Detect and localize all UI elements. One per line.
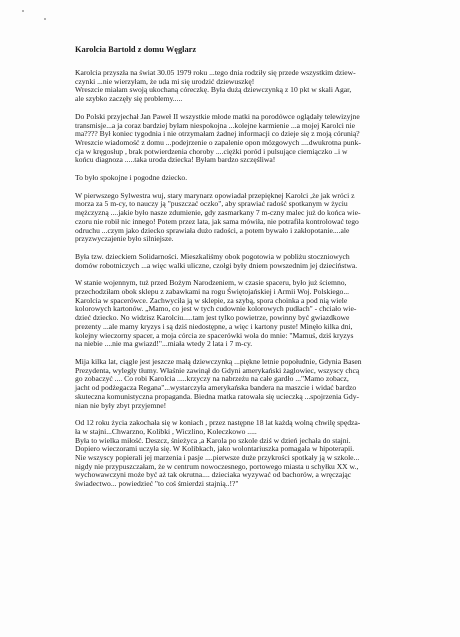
text-line: Karolcia w spacerówce. Zachwyciła ją w sklepie, za szybą, spora choinka a pod nią wiele — [75, 295, 348, 305]
text-line: ma???? Był koniec tygodnia i nie otrzymałam żadnej informacji co dzieje się z moją córunią? — [75, 129, 360, 139]
text-line: Od 12 roku życia zakochała się w koniach , przez następne 18 lat każdą wolną chwilę spędza- — [75, 418, 361, 428]
text-line: kolorowych kartonów. „Mamo, co jest w tych cudownie kolorowych pudłach" - chciało wie- — [75, 304, 357, 314]
document-title: Karolcia Bartold z domu Węglarz — [75, 45, 197, 54]
text-line: Prezydenta, wyległy tłumy. Właśnie zawinął do Gdyni amerykański żaglowiec, wszyscy chcą — [75, 365, 360, 375]
text-line: nigdy nie przypuszczałam, że w centrum nowoczesnego, portowego miasta u schyłku XX w., — [75, 461, 359, 471]
paragraph — [75, 192, 415, 244]
text-line: kolejny wieczorny spacer, a moja córcia ze spacerówki woła do mnie: "Mamuś, dziś kryzys — [75, 330, 354, 340]
paragraph — [75, 419, 415, 489]
text-line: To było spokojne i pogodne dziecko. — [75, 173, 188, 183]
text-line: czynki ...nie wierzyłam, że uda mi się urodzić dziewuszkę! — [75, 76, 255, 86]
paragraphs — [75, 69, 415, 489]
text-line: na niebie ....nie ma gwiazd!"...miała wtedy 2 lata i 7 m-cy. — [75, 339, 253, 349]
text-line: W pierwszego Sylwestra wuj, stary marynarz opowiadał przepięknej Karolci ,że jak wróci z — [75, 190, 355, 200]
text-line: Do Polski przyjechał Jan Paweł II wszystkie młode matki na porodówce oglądały telewizyjne — [75, 111, 360, 121]
text-line: Nie wszyscy popierali jej marzenia i pasje ....pierwsze duże przykrości spotkały ją w szkole... — [75, 453, 360, 463]
text-line: przyzwyczajenie było silniejsze. — [75, 234, 174, 244]
text-line: Dopiero wieczorami uczyła się. W Kolibkach, jako wolontariuszka pomagała w hipoterapii. — [75, 444, 355, 454]
text-line: końcu diagnoza .....taka uroda dziecka! Byłam bardzo szczęśliwa! — [75, 155, 276, 165]
text-line: domów robotniczych ...a więc walki uliczne, czołgi były dniem powszednim jej dzieciństwa. — [75, 260, 358, 270]
text-line: wychowawczyni może być aż tak okrutna.... dzieciaka wyzywać od bachorów, a wręczając — [75, 470, 352, 480]
text-line: mężczyzną ....jakie było nasze zdumienie, gdy zasmarkany 7 m-czny malec już do końca wie- — [75, 208, 361, 218]
text-line: świadectwo... powiedzieć "to coś śmierdzi stajnią..!?" — [75, 479, 239, 489]
paragraph — [75, 174, 415, 183]
text-line: Wreszcie miałam swoją ukochaną córeczkę. Była dużą dziewczynką z 10 pkt w skali Agar, — [75, 85, 352, 95]
text-line: Była to wielka miłość. Deszcz, śnieżyca ,a Karola po szkole dziś w dzień jechała do stajni. — [75, 435, 351, 445]
text-line: Mija kilka lat, ciągle jest jeszcze małą dziewczynką ...piękne letnie popołudnie, Gdynia Basen — [75, 356, 362, 366]
scan-speck — [22, 10, 24, 12]
text-line: Karolcia przyszła na świat 30.05 1979 roku ...tego dnia rodziły się przede wszystkim dziew- — [75, 68, 356, 77]
text-line: ale szybko zaczęły się problemy..... — [75, 94, 183, 104]
text-line: ła w stajni...Chwarzno, Kolibki , Wiczlino, Koleczkowo ..... — [75, 426, 257, 436]
document-body — [75, 44, 415, 498]
text-line: Była tzw. dzieckiem Solidarności. Mieszkaliśmy obok pogotowia w pobliżu stoczniowych — [75, 251, 350, 261]
paragraph — [75, 69, 415, 104]
text-line: odruchu ...czym jako dziecko sprawiała dużo radości, a potem bywało i zakłopotanie....ale — [75, 225, 350, 235]
text-line: W stanie wojennym, tuż przed Bożym Narodzeniem, w czasie spaceru, było już ściemno, — [75, 278, 347, 288]
paragraph — [75, 253, 415, 270]
text-line: przechodziłam obok sklepu z zabawkami na rogu Świętojańskiej i Armii Woj. Polskiego... — [75, 287, 350, 297]
text-line: czoru nie robił nic innego! Potem przez lata, jak sama mówiła, nie potrafiła kontrolować tego — [75, 216, 359, 226]
paragraph — [75, 113, 415, 165]
scan-speck — [44, 18, 46, 20]
text-line: go zobaczyć .... Co robi Karolcia .....krzyczy na nabrzeżu na całe gardło ..."Mamo zobacz, — [75, 374, 349, 384]
paragraph — [75, 358, 415, 410]
text-line: jacht od podżegacza Regana"...wystarczyła amerykańska bandera na maszcie i widać bardzo — [75, 383, 357, 393]
text-line: prezenty ...ale mamy kryzys i są dziś niedostępne, a więc i kartony puste! Minęło kilka dni, — [75, 321, 353, 331]
text-line: cja w kręgosłup , brak potwierdzenia choroby ....ciężki poród i pulsujące ciemiączko ..i w — [75, 146, 348, 156]
text-line: transmisje...a ja coraz bardziej byłam niespokojna ...kolejne karmienie ...a mojej Karolci nie — [75, 120, 356, 130]
text-line: morza za 5 m-cy, to nauczy ją "puszczać oczko", aby sprawiać radość spotkanym w życiu — [75, 199, 348, 209]
text-line: dzieć dziecko. No widzisz Karolciu.....tam jest tylko powietrze, powinny być gwiazdkowe — [75, 313, 350, 323]
text-line: nian nie były zbyt przyjemne! — [75, 400, 167, 410]
paragraph — [75, 279, 415, 349]
text-line: skuteczna komunistyczna propaganda. Biedna matka ratowała się ucieczką ...spojrzenia Gdy- — [75, 391, 360, 401]
text-line: Wreszcie wiadomość z domu ...podejrzenie o zapalenie opon mózgowych ....dwukrotna punk- — [75, 137, 361, 147]
